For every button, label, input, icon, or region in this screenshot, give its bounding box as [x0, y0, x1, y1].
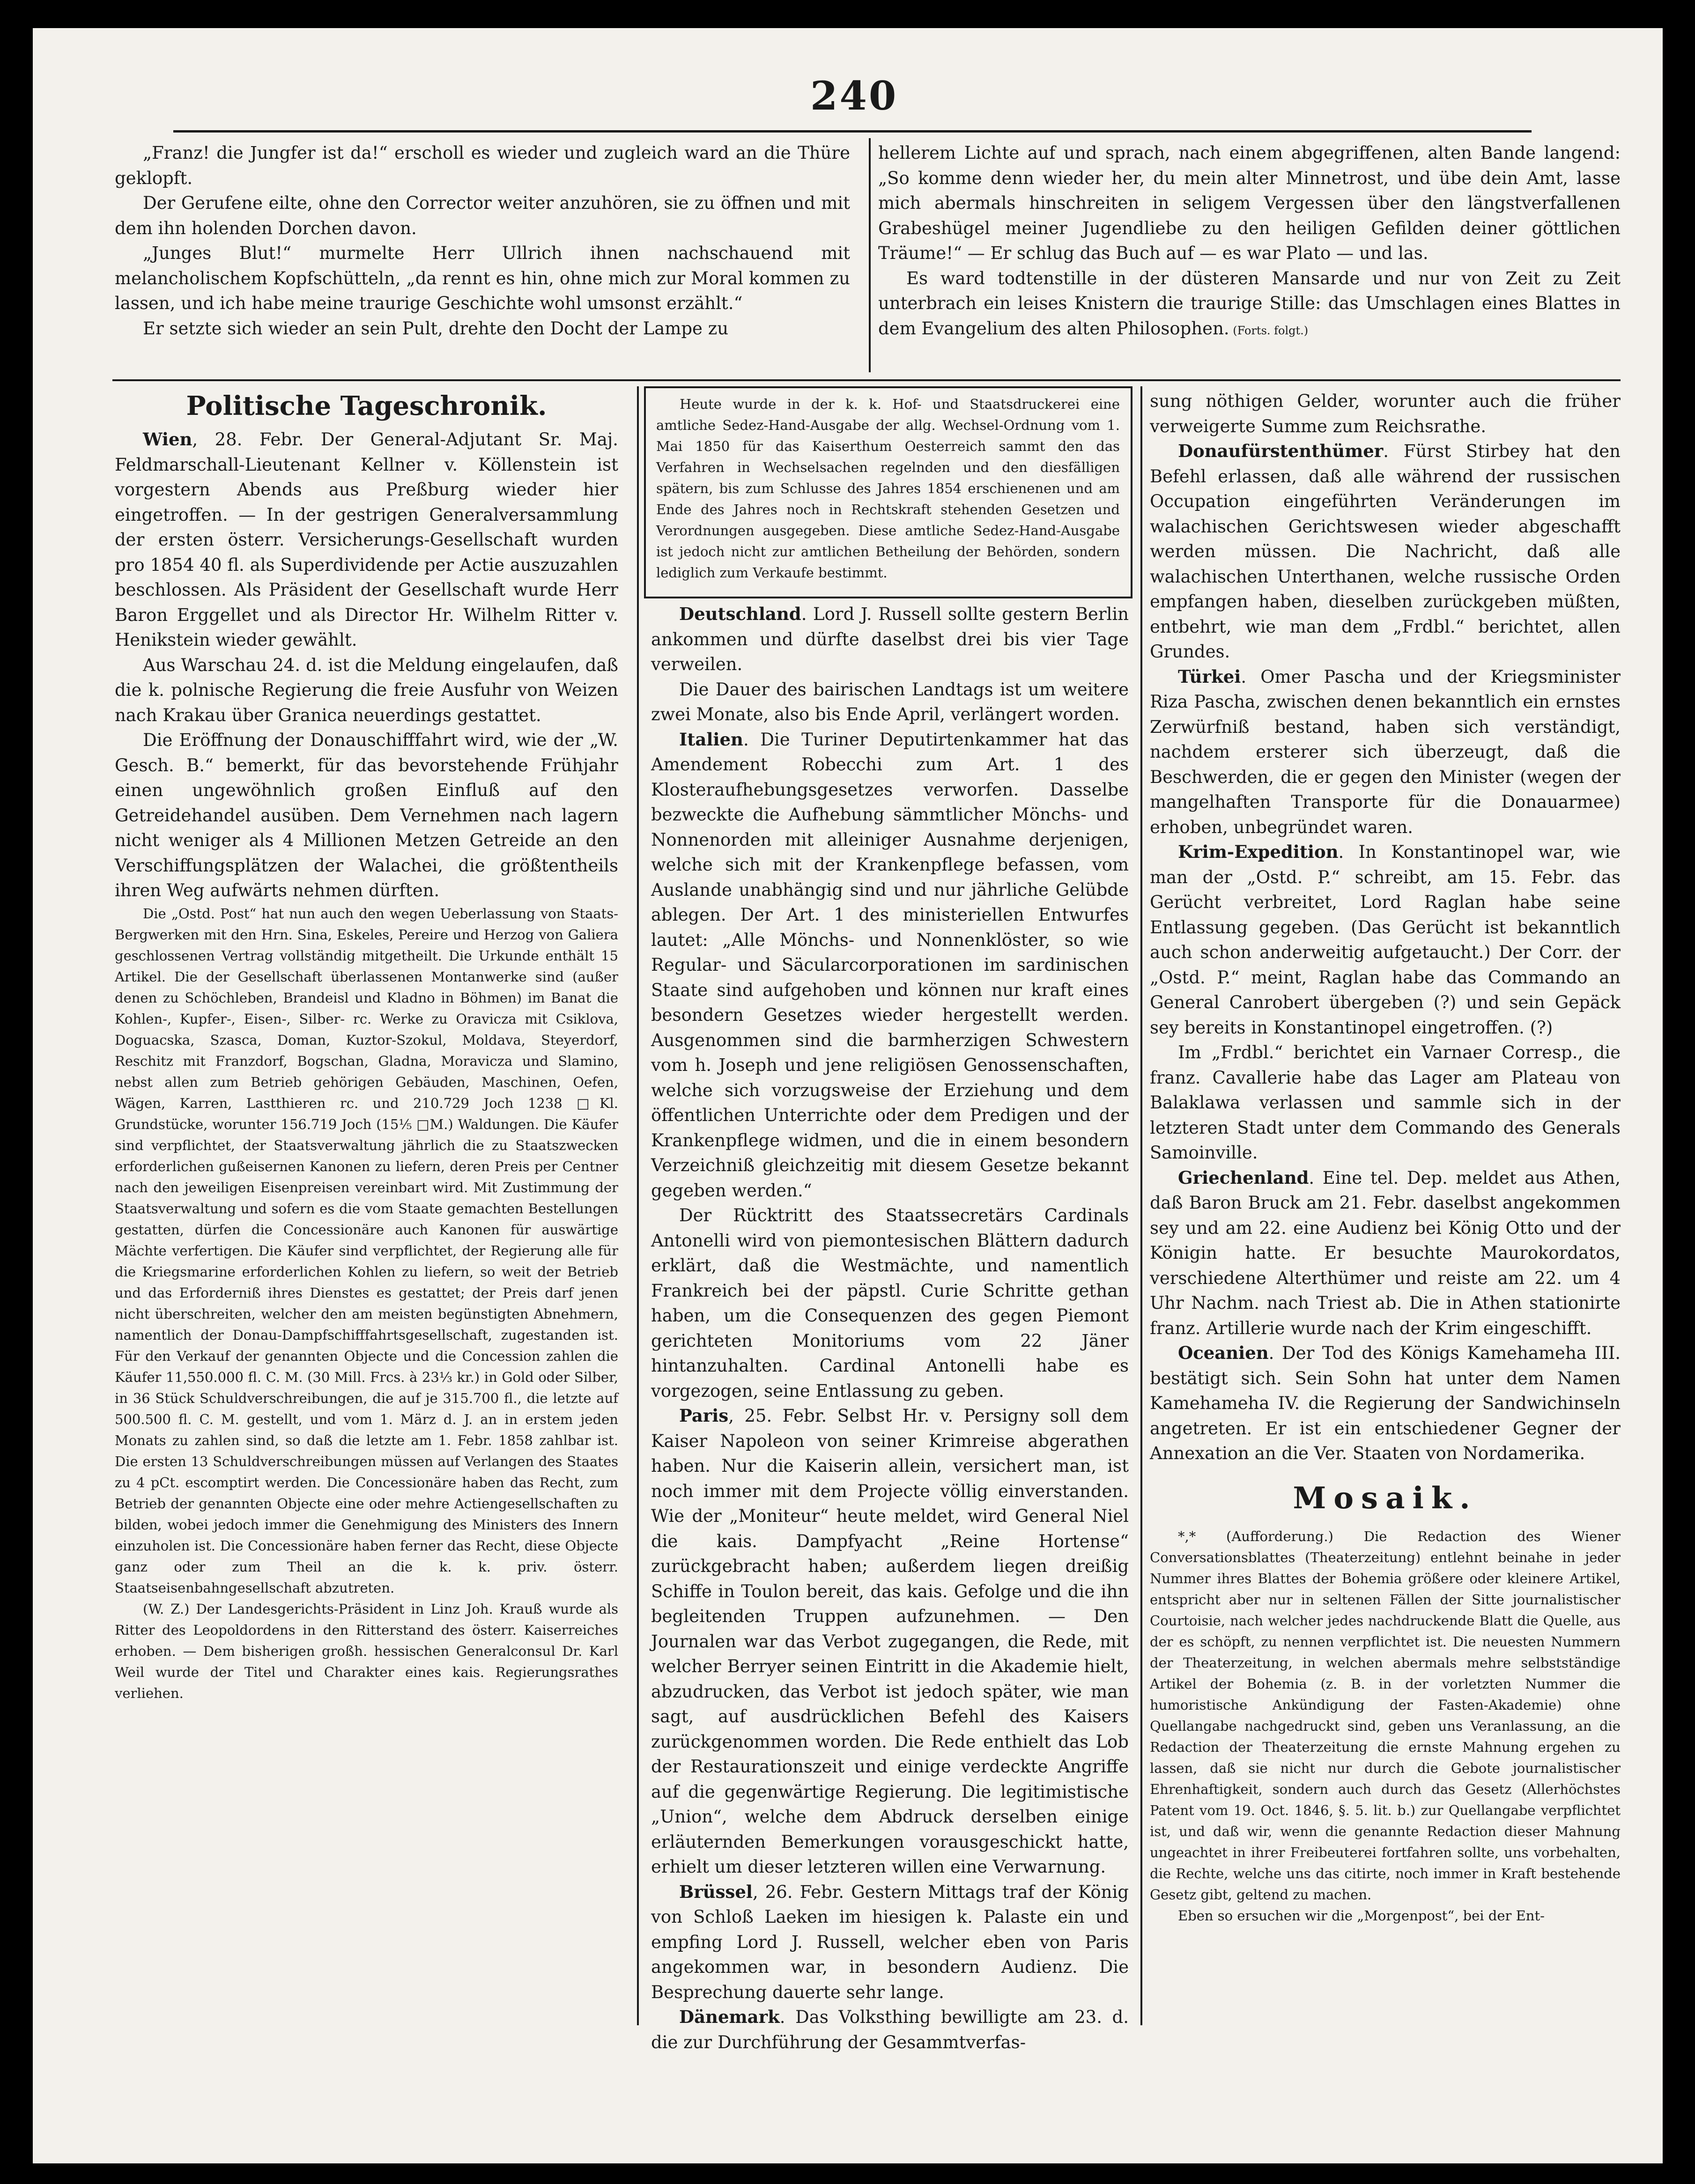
- serial-paragraph: Der Gerufene eilte, ohne den Corrector weiter anzuhören, sie zu öffnen und mit dem ihn holenden Dorchen davon.: [115, 193, 850, 238]
- continuation-note: (Forts. folgt.): [1229, 324, 1309, 337]
- small-print-paragraph: Die „Ostd. Post“ hat nun auch den wegen Ueberlassung von Staats-Bergwerken mit den Hrn. Sina, Eskeles, Pereire und Herzog von Galiera geschlossenen Vertrag vollständig mitgetheilt. Die Urkunde enthält 15 Artikel. Die der Gesellschaft überlassenen Montanwerke sind (außer denen zu Schöchleben, Brandeisl und Kladno in Böhmen) im Banat die Kohlen-, Kupfer-, Eisen-, Silber- rc. Werke zu Oravicza mit Csiklova, Doguacska, Szasca, Doman, Kuztor-Szokul, Moldava, Steyerdorf, Reschitz mit Franzdorf, Bogschan, Gladna, Moravicza und Slamino, nebst allen zum Betrieb gehörigen Gebäuden, Maschinen, Oefen, Wägen, Karren, Lastthieren rc. und 210.729 Joch 1238 □Kl. Grundstücke, worunter 156.719 Joch (15⅕ □M.) Waldungen. Die Käufer sind verpflichtet, der Staatsverwaltung jährlich die zu Staatszwecken erforderlichen gußeisernen Kanonen zu liefern, deren Preis per Centner nach den jeweiligen Eisenpreisen vereinbart wird. Mit Zustimmung der Staatsverwaltung und sofern es die vom Staate gemachten Bestellungen gestatten, dürfen die Concessionäre auch Kanonen für auswärtige Mächte verfertigen. Die Käufer sind verpflichtet, der Regierung alle für die Kriegsmarine erforderlichen Kohlen zu liefern, so weit der Betrieb und das Erforderniß ihres Dienstes es gestattet; der Preis darf jenen nicht überschreiten, welcher den am meisten begünstigten Abnehmern, namentlich der Donau-Dampfschifffahrtsgesellschaft, zugestanden ist. Für den Verkauf der genannten Objecte und die Concession zahlen die Käufer 11,550.000 fl. C. M. (30 Mill. Frcs. à 23⅓ kr.) in Gold oder Silber, in 36 Stück Schuldverschreibungen, die auf je 315.700 fl., die letzte auf 500.500 fl. C. M. gestellt, und vom 1. März d. J. an in erstem jeden Monats zu zahlen sind, so daß die letzte am 1. Febr. 1858 zahlbar ist. Die ersten 13 Schuldverschreibungen müssen auf Verlangen des Staates zu 4 pCt. escomptirt werden. Die Concessionäre haben das Recht, zum Betrieb der genannten Objecte eine oder mehre Actiengesellschaften zu bilden, wobei jedoch immer die Genehmigung des Ministers des Innern einzuholen ist. Die Concessionäre haben ferner das Recht, diese Objecte ganz oder zum Theil an die k. k. priv. österr. Staatseisenbahngesellschaft abzutreten.: [115, 905, 618, 1596]
- news-item-text: . Lord J. Russell sollte gestern Berlin ankommen und dürfte daselbst drei bis vier Tage verweilen.: [651, 604, 1129, 674]
- news-item: [115, 427, 618, 653]
- news-item-heading: Dänemark: [679, 2007, 780, 2027]
- news-item: [651, 677, 1129, 727]
- news-item: [651, 602, 1129, 677]
- news-item-text: , 28. Febr. Der General-Adjutant Sr. Maj. Feldmarschall-Lieutenant Kellner v. Köllenstein ist vorgestern Abends aus Preßburg wieder hier eingetroffen. — In der gestrigen Generalversammlung der ersten österr. Versicherungs-Gesellschaft wurden pro 1854 40 fl. als Superdividende per Actie auszuzahlen beschlossen. Als Präsident der Gesellschaft wurde Herr Baron Erggellet und als Director Hr. Wilhelm Ritter v. Henikstein wieder gewählt.: [115, 429, 618, 650]
- news-item-text: . Omer Pascha und der Kriegsminister Riza Pascha, zwischen denen bekanntlich ein ernstes Zerwürfniß bestand, haben sich verständigt, nachdem ersterer sich überzeugt, daß die Beschwerden, die er gegen den Minister (wegen der mangelhaften Transporte für die Donauarmee) erhoben, unbegründet waren.: [1150, 666, 1621, 837]
- serial-paragraph: hellerem Lichte auf und sprach, nach einem abgegriffenen, alten Bande langend: „So komme denn wieder her, du mein alter Minnetrost, und übe dein Amt, lasse mich abermals hinschreiten in seligem Vergessen über den längstverfallenen Grabeshügel meiner Jugendliebe zu den heiligen Gefilden deiner göttlichen Träume!“ — Er schlug das Buch auf — es war Plato — und las.: [878, 143, 1621, 263]
- news-item: [1150, 840, 1621, 1040]
- notice-box: [644, 386, 1132, 598]
- news-item-heading: Paris: [679, 1405, 729, 1426]
- serial-paragraph: „Franz! die Jungfer ist da!“ erscholl es wieder und zugleich ward an die Thüre geklopft.: [115, 143, 850, 188]
- news-item-heading: Deutschland: [679, 604, 801, 624]
- serial-left-column: [115, 140, 850, 341]
- serial-paragraph: Er setzte sich wieder an sein Pult, drehte den Docht der Lampe zu: [143, 318, 729, 339]
- serial-right-column: [878, 140, 1621, 343]
- news-item-heading: Krim-Expedition: [1178, 841, 1339, 862]
- news-item: [1150, 1166, 1621, 1341]
- news-item-heading: Brüssel: [679, 1881, 753, 1902]
- news-item: [115, 728, 618, 903]
- news-item-text: . Eine tel. Dep. meldet aus Athen, daß Baron Bruck am 21. Febr. daselbst angekommen sey und am 22. eine Audienz bei König Otto und der Königin hatte. Er besuchte Maurokordatos, verschiedene Alterthümer und reiste am 22. um 4 Uhr Nachm. nach Triest ab. Die in Athen stationirte franz. Artillerie wurde nach der Krim eingeschifft.: [1150, 1167, 1621, 1338]
- news-item: [1150, 439, 1621, 664]
- news-item-heading: Wien: [143, 429, 192, 450]
- news-item-heading: Italien: [679, 729, 743, 750]
- mosaik-paragraph: *,* (Aufforderung.) Die Redaction des Wiener Conversationsblattes (Theaterzeitung) entlehnt beinahe in jeder Nummer ihres Blattes der Bohemia größere oder kleinere Artikel, entspricht aber nur in seltenen Fällen der Sitte journalistischer Courtoisie, nach welcher jedes nachdruckende Blatt die Quelle, aus der es schöpft, zu nennen verpflichtet ist. Die neuesten Nummern der Theaterzeitung, in welchen abermals mehre selbstständige Artikel der Bohemia (z. B. in der vorletzten Nummer die humoristische Ankündigung der Fasten-Akademie) ohne Quellangabe nachgedruckt sind, geben uns Veranlassung, an die Redaction der Theaterzeitung die ernste Mahnung ergehen zu lassen, daß sie nicht nur durch die Gebote journalistischer Ehrenhaftigkeit, sondern auch durch das Gesetz (Allerhöchstes Patent vom 19. Oct. 1846, §. 5. lit. b.) zur Quellangabe verpflichtet ist, und daß wir, wenn die genannte Redaction dieser Mahnung ungeachtet in ihrer Freibeuterei fortfahren sollte, uns vorbehalten, die Rechte, welche uns das citirte, noch immer in Kraft bestehende Gesetz gibt, geltend zu machen.: [1150, 1528, 1621, 1903]
- news-item-text: , 26. Febr. Gestern Mittags traf der König von Schloß Laeken im hiesigen k. Palaste ein und empfing Lord J. Russell, welcher eben von Paris angekommen war, in besondern Audienz. Die Besprechung dauerte sehr lange.: [651, 1881, 1129, 2002]
- news-item-text: . In Konstantinopel war, wie man der „Ostd. P.“ schreibt, am 15. Febr. das Gerücht verbreitet, Lord Raglan habe seine Entlassung gegeben. (Das Gerücht ist bekanntlich auch schon anderweitig aufgetaucht.) Der Corr. der „Ostd. P.“ meint, Raglan habe das Commando an General Canrobert übergeben (?) und sein Gepäck sey bereits in Konstantinopel eingetroffen. (?): [1150, 842, 1621, 1038]
- chronik-column-3: [1150, 389, 1621, 1926]
- chronik-column-2: [651, 602, 1129, 2055]
- news-item: [651, 727, 1129, 1203]
- news-item-text: . Fürst Stirbey hat den Befehl erlassen, daß alle während der russischen Occupation eingeführten Veränderungen im walachischen Gerichtswesen wieder abgeschafft werden müssen. Die Nachricht, daß alle walachischen Unterthanen, welche russische Orden empfangen haben, dieselben zurückgeben müßten, entbehrt, wie man dem „Frdbl.“ berichtet, allen Grundes.: [1150, 441, 1621, 662]
- news-item-text: . Die Turiner Deputirtenkammer hat das Amendement Robecchi zum Art. 1 des Klosteraufhebungsgesetzes verworfen. Dasselbe bezweckte die Aufhebung sämmtlicher Mönchs- und Nonnenorden mit alleiniger Ausnahme derjenigen, welche sich mit der Krankenpflege befassen, vom Auslande unabhängig sind und nur jährliche Gelübde ablegen. Der Art. 1 des ministeriellen Entwurfes lautet: „Alle Mönchs- und Nonnenklöster, so wie Regular- und Säcularcorporationen im sardinischen Staate sind aufgehoben und können nur kraft eines besondern Gesetzes wieder hergestellt werden. Ausgenommen sind die barmherzigen Schwestern vom h. Joseph und jene religiösen Genossenschaften, welche sich vorzugsweise der Erziehung und dem öffentlichen Unterrichte oder dem Predigen und der Krankenpflege widmen, und die in einem besondern Verzeichniß gleichzeitig mit diesem Gesetze bekannt gegeben werden.“: [651, 729, 1129, 1201]
- news-item: [651, 2005, 1129, 2055]
- news-item-text: Die Eröffnung der Donauschifffahrt wird, wie der „W. Gesch. B.“ bemerkt, für das bevorstehende Frühjahr einen ungewöhnlich großen Einfluß auf den Getreidehandel ausüben. Dem Vernehmen nach lagern nicht weniger als 4 Millionen Metzen Getreide an den Verschiffungsplätzen der Walachei, die größtentheils ihren Weg aufwärts nehmen dürften.: [115, 730, 618, 900]
- news-item: [1150, 1040, 1621, 1166]
- header-rule: [173, 130, 1532, 133]
- page-number: 240: [810, 73, 898, 119]
- news-item-heading: Oceanien: [1178, 1343, 1269, 1363]
- news-item: [115, 653, 618, 728]
- news-item-heading: Donaufürstenthümer: [1178, 441, 1384, 461]
- mosaik-title: Mosaik.: [1293, 1480, 1478, 1516]
- chronik-title: Politische Tageschronik.: [186, 391, 547, 421]
- news-item: [1150, 1341, 1621, 1466]
- news-item: [651, 1880, 1129, 2005]
- news-item-text: . Das Volksthing bewilligte am 23. d. die zur Durchführung der Gesammtverfas-: [651, 2007, 1129, 2052]
- newspaper-page: [33, 28, 1663, 2163]
- news-item-heading: Griechenland: [1178, 1167, 1309, 1188]
- news-item: [1150, 389, 1621, 439]
- news-item-text: , 25. Febr. Selbst Hr. v. Persigny soll dem Kaiser Napoleon von seiner Krimreise abgerathen haben. Nur die Kaiserin allein, versichert man, ist noch immer mit dem Projecte völlig einverstanden. Wie der „Moniteur“ heute meldet, wird General Niel die kais. Dampfyacht „Reine Hortense“ zurückgebracht haben; außerdem liegen dreißig Schiffe in Toulon bereit, das kais. Gefolge und die ihn begleitenden Truppen aufzunehmen. — Den Journalen war das Verbot zugegangen, die Rede, mit welcher Berryer seinen Eintritt in die Akademie hielt, abzudrucken, das Verbot ist jedoch später, wie man sagt, auf ausdrücklichen Befehl des Kaisers zurückgenommen worden. Die Rede enthielt das Lob der Restaurationszeit und einige verdeckte Angriffe auf die gegenwärtige Regierung. Die legitimistische „Union“, welche dem Abdruck derselben einige erläuternden Bemerkungen vorausgeschickt hatte, erhielt um dieser letzteren willen eine Verwarnung.: [651, 1406, 1129, 1877]
- serial-bottom-rule: [112, 379, 1621, 381]
- news-item-text: Die Dauer des bairischen Landtags ist um weitere zwei Monate, also bis Ende April, verlängert worden.: [651, 679, 1129, 724]
- news-item-text: Der Rücktritt des Staatssecretärs Cardinals Antonelli wird von piemontesischen Blättern dadurch erklärt, daß die Westmächte, und namentlich Frankreich bei der päpstl. Curie Schritte gethan haben, um die Consequenzen des gegen Piemont gerichteten Monitoriums vom 22 Jäner hintanzuhalten. Cardinal Antonelli habe es vorgezogen, seine Entlassung zu geben.: [651, 1205, 1129, 1401]
- news-item-text: Im „Frdbl.“ berichtet ein Varnaer Corresp., die franz. Cavallerie habe das Lager am Plateau von Balaklawa verlassen und sammle sich in der letzteren Stadt unter dem Commando des Generals Samoinville.: [1150, 1042, 1621, 1163]
- news-item-heading: Türkei: [1178, 666, 1241, 687]
- column-divider-2: [1140, 386, 1142, 2025]
- serial-paragraph: Es ward todtenstille in der düsteren Mansarde und nur von Zeit zu Zeit unterbrach ein leises Knistern die traurige Stille: das Umschlagen eines Blattes in dem Evangelium des alten Philosophen. (Forts. folgt.): [878, 268, 1621, 339]
- news-item-text: Aus Warschau 24. d. ist die Meldung eingelaufen, daß die k. polnische Regierung die freie Ausfuhr von Weizen nach Krakau über Granica neuerdings gestattet.: [115, 655, 618, 725]
- news-item: [1150, 664, 1621, 840]
- news-item: [651, 1203, 1129, 1403]
- small-print-paragraph: (W. Z.) Der Landesgerichts-Präsident in Linz Joh. Krauß wurde als Ritter des Leopoldordens in den Ritterstand des österr. Kaiserreiches erhoben. — Dem bisherigen großh. hessischen Generalconsul Dr. Karl Weil wurde der Titel und Charakter eines kais. Regierungsrathes verliehen.: [115, 1601, 618, 1701]
- news-item-text: sung nöthigen Gelder, worunter auch die früher verweigerte Summe zum Reichsrathe.: [1150, 391, 1621, 436]
- notice-box-text: Heute wurde in der k. k. Hof- und Staatsdruckerei eine amtliche Sedez-Hand-Ausgabe der allg. Wechsel-Ordnung vom 1. Mai 1850 für das Kaiserthum Oesterreich sammt den das Verfahren in Wechselsachen regelnden und den diesfälligen spätern, bis zum Schlusse des Jahres 1854 erschienenen und am Ende des Jahres noch in Rechtskraft stehenden Gesetzen und Verordnungen ausgegeben. Diese amtliche Sedez-Hand-Ausgabe ist jedoch nicht zur amtlichen Betheilung der Behörden, sondern lediglich zum Verkaufe bestimmt.: [656, 396, 1120, 581]
- serial-column-divider: [869, 138, 871, 372]
- mosaik-paragraph: Eben so ersuchen wir die „Morgenpost“, bei der Ent-: [1178, 1907, 1545, 1924]
- serial-paragraph: „Junges Blut!“ murmelte Herr Ullrich ihnen nachschauend mit melancholischem Kopfschütteln, „da rennt es hin, ohne mich zur Moral kommen zu lassen, und ich habe meine traurige Geschichte wohl umsonst erzählt.“: [115, 243, 850, 313]
- chronik-column-1: [115, 389, 618, 1704]
- news-item: [651, 1403, 1129, 1880]
- news-item-text: . Der Tod des Königs Kamehameha III. bestätigt sich. Sein Sohn hat unter dem Namen Kamehameha IV. die Regierung der Sandwichinseln angetreten. Er ist ein entschiedener Gegner der Annexation an die Ver. Staaten von Nordamerika.: [1150, 1343, 1621, 1463]
- column-divider-1: [637, 386, 639, 2025]
